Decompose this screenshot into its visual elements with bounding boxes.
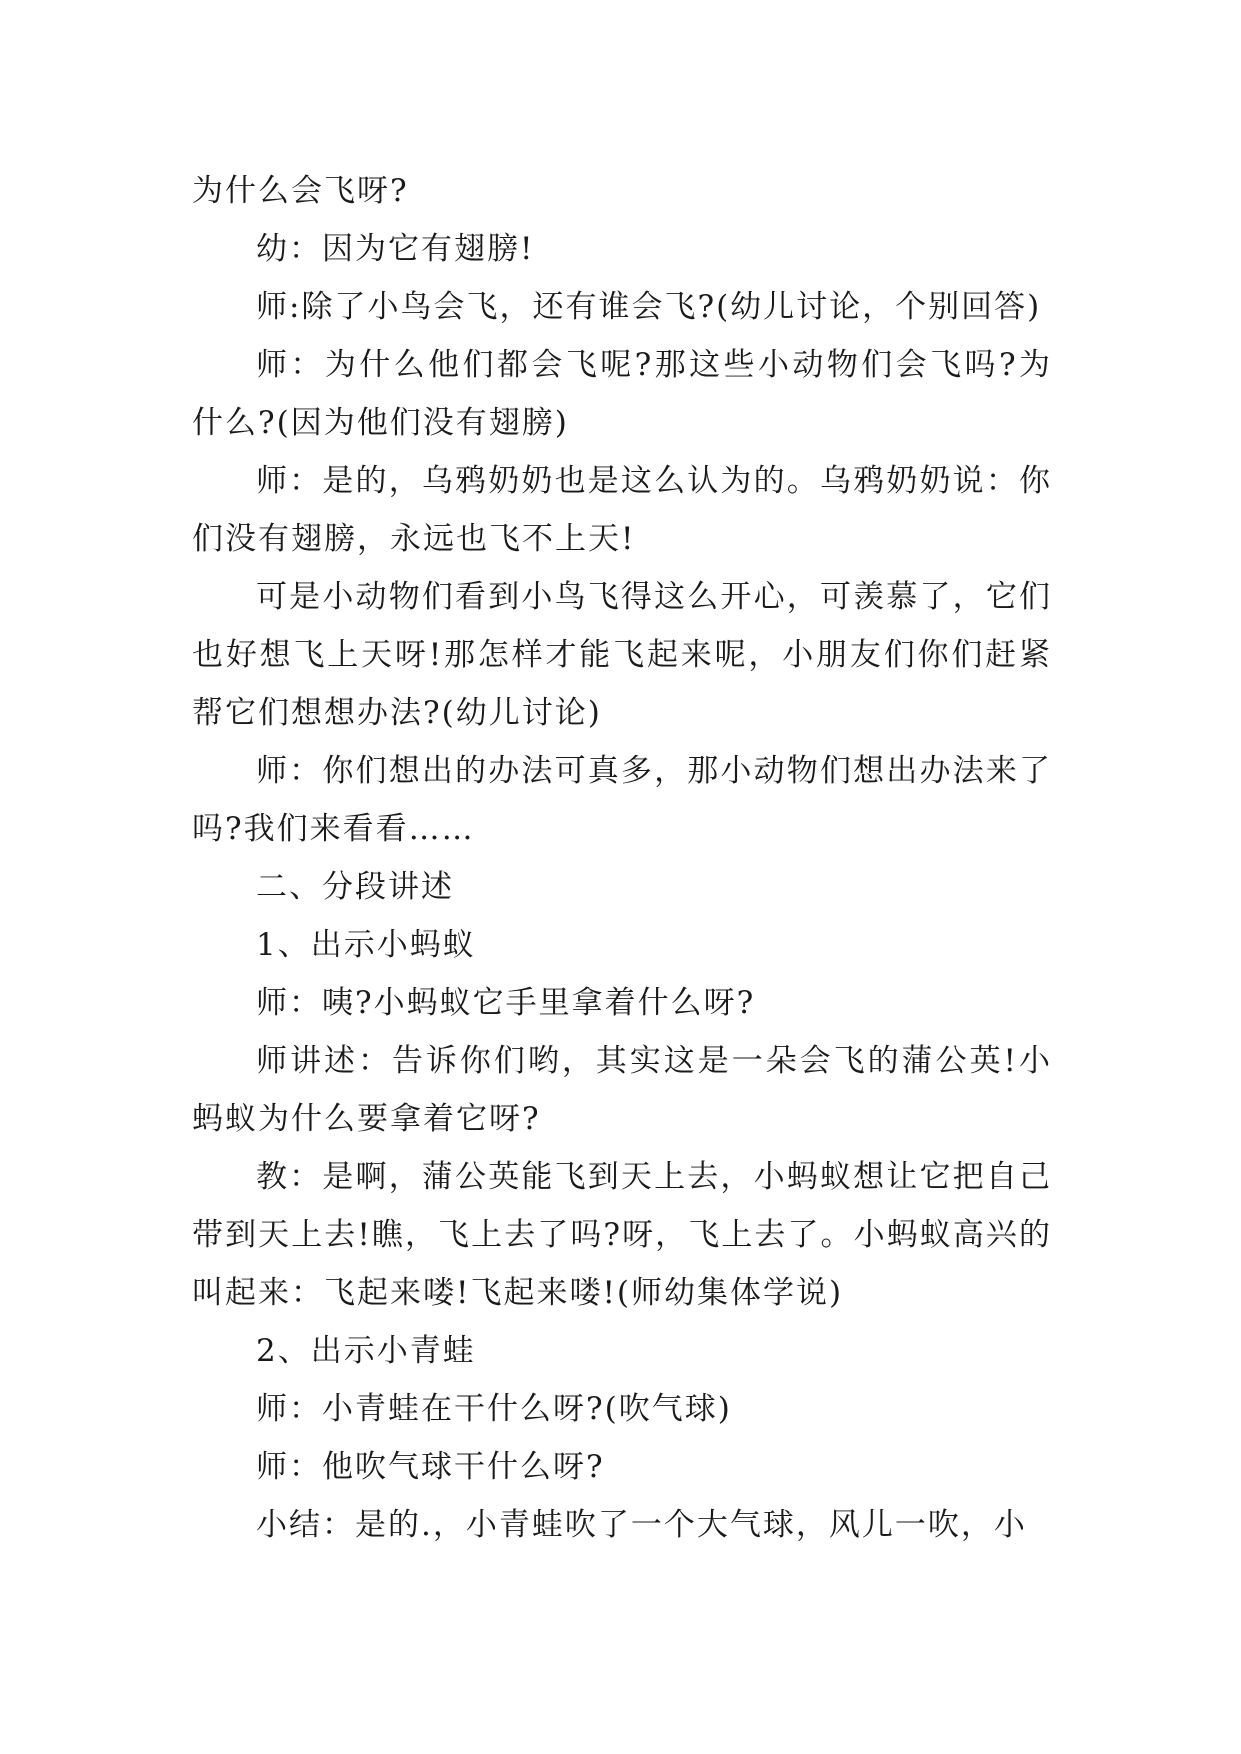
paragraph-5: 师：是的，乌鸦奶奶也是这么认为的。乌鸦奶奶说：你们没有翅膀，永远也飞不上天! (192, 463, 1052, 557)
subsection-heading-frog: 2、出示小青蛙 (256, 1333, 476, 1369)
paragraph-12: 教：是啊，蒲公英能飞到天上去，小蚂蚁想让它把自己带到天上去!瞧，飞上去了吗?呀，飞上去了。小蚂蚁高兴的叫起来：飞起来喽!飞起来喽!(师幼集体学说) (192, 1159, 1052, 1311)
section-heading-segmented-narration: 二、分段讲述 (256, 869, 454, 905)
paragraph-7: 师：你们想出的办法可真多，那小动物们想出办法来了吗?我们来看看…… (192, 753, 1052, 847)
paragraph-3: 师:除了小鸟会飞，还有谁会飞?(幼儿讨论，个别回答) (256, 289, 1042, 325)
paragraph-6: 可是小动物们看到小鸟飞得这么开心，可羡慕了，它们也好想飞上天呀!那怎样才能飞起来呢，小朋友们你们赶紧帮它们想想办法?(幼儿讨论) (192, 579, 1052, 731)
paragraph-15: 师：他吹气球干什么呀? (256, 1449, 605, 1485)
paragraph-16: 小结：是的.，小青蛙吹了一个大气球，风儿一吹，小 (256, 1507, 1027, 1543)
subsection-heading-ant: 1、出示小蚂蚁 (256, 927, 476, 963)
paragraph-4: 师：为什么他们都会飞呢?那这些小动物们会飞吗?为什么?(因为他们没有翅膀) (192, 347, 1052, 441)
paragraph-10: 师：咦?小蚂蚁它手里拿着什么呀? (256, 985, 756, 1021)
paragraph-14: 师：小青蛙在干什么呀?(吹气球) (256, 1391, 732, 1427)
document-body (192, 162, 1052, 1554)
paragraph-2: 幼：因为它有翅膀! (256, 231, 535, 267)
paragraph-11: 师讲述：告诉你们哟，其实这是一朵会飞的蒲公英!小蚂蚁为什么要拿着它呀? (192, 1043, 1052, 1137)
paragraph-1: 为什么会飞呀? (192, 173, 409, 209)
